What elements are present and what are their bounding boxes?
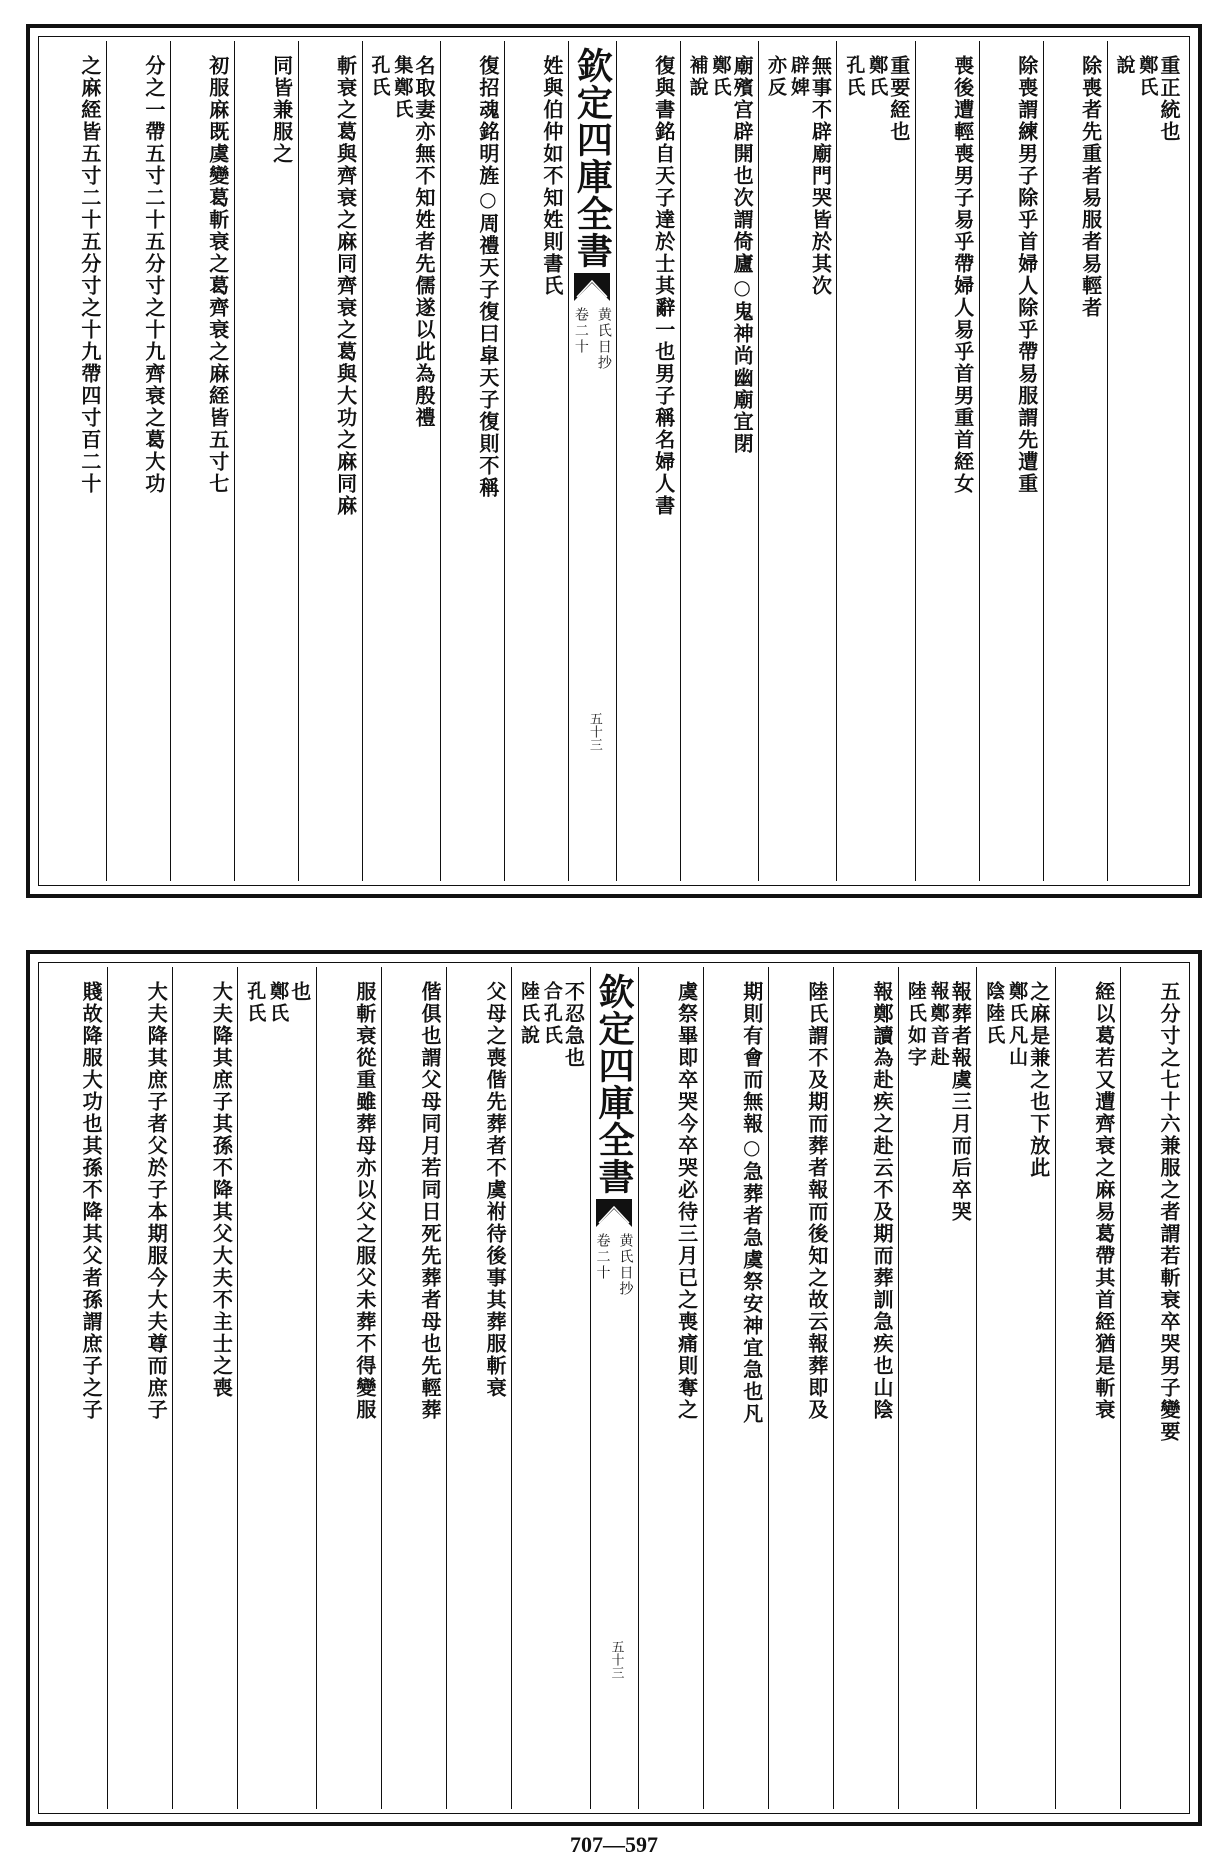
column-text: 斬衰之葛與齊衰之麻同齊衰之葛與大功之麻同麻: [333, 55, 358, 517]
text-column: [511, 967, 589, 1809]
note-line: 陸氏如字: [904, 981, 927, 1069]
text-column: [106, 41, 170, 881]
note-line: 說: [1113, 55, 1136, 77]
upper-page: [26, 24, 1202, 898]
text-column: [43, 41, 106, 881]
note-line: 集鄭氏: [391, 55, 414, 121]
note-line: 補說: [686, 55, 709, 99]
note-line: 鄭氏: [866, 55, 889, 99]
text-column: [504, 41, 568, 881]
text-column: [43, 967, 107, 1809]
book-name: 黄氏日抄: [617, 1233, 634, 1297]
note-line: 孔氏: [368, 55, 391, 99]
text-column: [170, 41, 234, 881]
text-column: [362, 41, 440, 881]
text-column: [440, 41, 504, 881]
column-text: 除喪謂練男子除乎首婦人除乎帶易服謂先遭重: [1014, 55, 1039, 495]
text-column: [172, 967, 237, 1809]
column-text: 初服麻既虞變葛斬衰之葛齊衰之麻絰皆五寸七: [205, 55, 230, 495]
text-column: [107, 967, 172, 1809]
text-column: [833, 967, 898, 1809]
note-line: 鄭氏: [1136, 55, 1159, 99]
column-text: 復招魂銘明旌○周禮天子復曰皐天子復則不稱: [475, 55, 500, 499]
fishtail-icon: [574, 273, 610, 301]
annotation-note: [843, 55, 887, 99]
note-line: 鄭氏: [267, 981, 290, 1025]
text-column: [316, 967, 381, 1809]
book-meta: [571, 307, 614, 371]
column-text: 報葬者報虞三月而后卒哭: [948, 981, 973, 1223]
column-text: 偕俱也謂父母同月若同日死先葬者母也先輕葬: [418, 981, 442, 1421]
column-text: 之麻絰皆五寸二十五分寸之十九帶四寸百二十: [77, 55, 102, 495]
column-text: 也: [287, 981, 312, 1003]
book-meta: [593, 1233, 636, 1297]
folio-number: 五十三: [586, 712, 602, 751]
center-fold: [590, 967, 638, 1809]
column-text: 不忍急也: [561, 981, 586, 1069]
column-text: 大夫降其庶子者父於子本期服今大夫尊而庶子: [144, 981, 169, 1421]
column-text: 廟殯宫辟開也次謂倚廬○鬼神尚幽廟宜閉: [730, 55, 755, 455]
fishtail-icon: [596, 1199, 632, 1227]
note-line: 辟婢: [787, 55, 810, 99]
upper-page-columns: [43, 41, 1185, 881]
annotation-note: [244, 981, 288, 1025]
column-text: 名取妻亦無不知姓者先儒遂以此為殷禮: [411, 55, 436, 429]
lower-page: [26, 950, 1202, 1826]
note-line: 鄭氏: [709, 55, 732, 99]
text-column: [979, 41, 1043, 881]
column-text: 陸氏謂不及期而葬者報而後知之故云報葬即及: [804, 981, 829, 1421]
column-text: 虞祭畢即卒哭今卒哭必待三月已之喪痛則奪之: [674, 981, 699, 1421]
annotation-note: [983, 981, 1027, 1069]
column-text: 重要絰也: [886, 55, 911, 143]
column-text: 期則有會而無報○急葬者急虞祭安神宜急也凡: [739, 981, 764, 1425]
book-name: 黄氏日抄: [595, 307, 612, 371]
volume-number: 卷二十: [594, 1233, 611, 1281]
book-title: 欽定四庫全書: [571, 47, 614, 269]
column-text: 分之一帶五寸二十五分寸之十九齊衰之葛大功: [141, 55, 166, 495]
center-fold: [568, 41, 616, 881]
column-text: 父母之喪偕先葬者不虞祔待後事其葬服斬衰: [483, 981, 508, 1399]
text-column: [1107, 41, 1185, 881]
lower-page-columns: [43, 967, 1185, 1809]
column-text: 服斬衰從重雖葬母亦以父之服父未葬不得變服: [352, 981, 377, 1421]
column-text: 五分寸之七十六兼服之者謂若斬衰卒哭男子變要: [1157, 981, 1181, 1443]
text-column: [234, 41, 298, 881]
column-text: 喪後遭輕喪男子易乎帶婦人易乎首男重首絰女: [950, 55, 975, 495]
annotation-note: [1114, 55, 1158, 99]
text-column: [1043, 41, 1107, 881]
text-column: [638, 967, 703, 1809]
note-line: 孔氏: [244, 981, 267, 1025]
note-line: 亦反: [765, 55, 787, 99]
column-text: 除喪者先重者易服者易輕者: [1078, 55, 1103, 319]
note-line: 鄭氏凡山: [1006, 981, 1029, 1069]
column-text: 之麻是兼之也下放此: [1026, 981, 1051, 1179]
text-column: [298, 41, 362, 881]
volume-number: 卷二十: [572, 307, 589, 355]
column-text: 報鄭讀為赴疾之赴云不及期而葬訓急疾也山陰: [870, 981, 894, 1421]
text-column: [381, 967, 446, 1809]
text-column: [1120, 967, 1185, 1809]
column-text: 姓與伯仲如不知姓則書氏: [539, 55, 564, 297]
column-text: 無事不辟廟門哭皆於其次: [808, 55, 833, 297]
note-line: 報鄭音赴: [927, 981, 950, 1069]
book-title: 欽定四庫全書: [593, 973, 635, 1195]
annotation-note: [905, 981, 949, 1069]
text-column: [915, 41, 979, 881]
folio-number: 五十三: [608, 1640, 624, 1679]
column-text: 復與書銘自天子達於士其辭一也男子稱名婦人書: [651, 55, 676, 517]
note-line: 孔氏: [843, 55, 866, 99]
annotation-note: [687, 55, 731, 99]
column-text: 絰以葛若又遭齊衰之麻易葛帶其首絰猶是斬衰: [1091, 981, 1116, 1421]
text-column: [237, 967, 315, 1809]
note-line: 陸氏說: [518, 981, 541, 1047]
column-text: 賤故降服大功也其孫不降其父者孫謂庶子之子: [79, 981, 104, 1421]
column-text: 大夫降其庶子其孫不降其父大夫不主士之喪: [209, 981, 234, 1399]
text-column: [836, 41, 914, 881]
text-column: [758, 41, 836, 881]
text-column: [680, 41, 758, 881]
page-number: 707—597: [570, 1832, 658, 1857]
note-line: 合孔氏: [540, 981, 563, 1047]
column-text: 重正統也: [1157, 55, 1181, 143]
annotation-note: [369, 55, 413, 121]
note-line: 陰陸氏: [983, 981, 1006, 1047]
text-column: [703, 967, 768, 1809]
text-column: [1055, 967, 1120, 1809]
text-column: [768, 967, 833, 1809]
annotation-note: [518, 981, 562, 1047]
text-column: [616, 41, 680, 881]
column-text: 同皆兼服之: [269, 55, 294, 165]
text-column: [446, 967, 511, 1809]
text-column: [898, 967, 976, 1809]
annotation-note: [765, 55, 809, 99]
text-column: [976, 967, 1054, 1809]
